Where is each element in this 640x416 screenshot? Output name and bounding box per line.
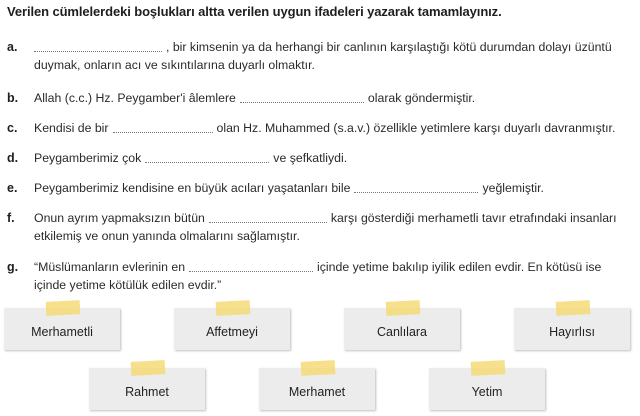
question-f-line2: etkilemiş ve onun yanında olmalarını sağlamıştır. bbox=[34, 229, 300, 243]
question-d-before: Peygamberimiz çok bbox=[34, 151, 142, 165]
question-f-line1 bbox=[34, 210, 617, 225]
blank-g[interactable] bbox=[189, 259, 313, 272]
question-letter-c: c. bbox=[7, 121, 18, 135]
question-c-line bbox=[34, 120, 615, 135]
question-e-before: Peygamberimiz kendisine en büyük acıları yaşatanları bile bbox=[34, 181, 351, 195]
instruction-title: Verilen cümlelerdeki boşlukları altta verilen uygun ifadeleri yazarak tamamlayınız. bbox=[7, 4, 502, 19]
question-d-after: ve şefkatliydi. bbox=[273, 151, 348, 165]
question-c-before: Kendisi de bir bbox=[34, 121, 109, 135]
question-f-after: karşı gösterdiği merhametli tavır etrafındaki insanları bbox=[330, 211, 617, 225]
blank-f[interactable] bbox=[209, 210, 327, 223]
blank-e[interactable] bbox=[354, 180, 478, 193]
tape bbox=[471, 360, 506, 376]
question-e-line bbox=[34, 180, 544, 195]
answer-card-label: Canlılara bbox=[376, 325, 428, 339]
question-letter-g: g. bbox=[7, 260, 19, 274]
answer-card-label: Rahmet bbox=[125, 385, 169, 399]
answer-card-affetmeyi[interactable] bbox=[174, 308, 290, 350]
question-letter-d: d. bbox=[7, 151, 19, 165]
answer-card-canlilara[interactable] bbox=[344, 308, 460, 350]
question-f-before: Onun ayrım yapmaksızın bütün bbox=[34, 211, 205, 225]
tape bbox=[386, 300, 421, 316]
question-letter-b: b. bbox=[7, 91, 19, 105]
blank-b[interactable] bbox=[240, 90, 364, 103]
question-letter-f: f. bbox=[7, 211, 15, 225]
tape bbox=[301, 360, 336, 376]
answer-card-yetim[interactable] bbox=[429, 368, 545, 410]
question-c-after: olan Hz. Muhammed (s.a.v.) özellikle yetimlere karşı duyarlı davranmıştır. bbox=[216, 121, 616, 135]
question-g-before: “Müslümanların evlerinin en bbox=[34, 260, 186, 274]
blank-d[interactable] bbox=[145, 150, 269, 163]
question-letter-a: a. bbox=[7, 40, 18, 54]
tape bbox=[131, 360, 166, 376]
answer-card-merhamet[interactable] bbox=[259, 368, 375, 410]
question-a-line2: duymak, onların acı ve sıkıntılarına duyarlı olmaktır. bbox=[34, 58, 315, 72]
answer-card-rahmet[interactable] bbox=[89, 368, 205, 410]
tape bbox=[556, 300, 591, 316]
question-d-line bbox=[34, 150, 347, 165]
blank-a[interactable] bbox=[34, 39, 162, 52]
answer-card-label: Yetim bbox=[471, 385, 503, 399]
blank-c[interactable] bbox=[113, 120, 213, 133]
question-g-after: içinde yetime bakılıp iyilik edilen evdir. En kötüsü ise bbox=[317, 260, 602, 274]
question-b-before: Allah (c.c.) Hz. Peygamber'i âlemlere bbox=[34, 91, 236, 105]
question-g-line2: içinde yetime kötülük edilen evdir.” bbox=[34, 278, 222, 292]
tape bbox=[216, 300, 251, 316]
answer-card-merhametli[interactable] bbox=[4, 308, 120, 350]
question-a-text: , bir kimsenin ya da herhangi bir canlının karşılaştığı kötü durumdan dolayı üzüntü bbox=[166, 40, 612, 54]
tape bbox=[46, 300, 81, 316]
question-e-after: yeğlemiştir. bbox=[482, 181, 544, 195]
answer-card-label: Merhamet bbox=[288, 385, 346, 399]
question-b-after: olarak göndermiştir. bbox=[367, 91, 476, 105]
answer-card-label: Hayırlısı bbox=[549, 325, 595, 339]
answer-card-hayirlisi[interactable] bbox=[514, 308, 630, 350]
question-letter-e: e. bbox=[7, 181, 18, 195]
answer-card-label: Affetmeyi bbox=[206, 325, 258, 339]
answer-card-label: Merhametli bbox=[31, 325, 93, 339]
question-g-line1 bbox=[34, 259, 601, 274]
question-b-line bbox=[34, 90, 475, 105]
question-a-line1 bbox=[34, 39, 612, 54]
